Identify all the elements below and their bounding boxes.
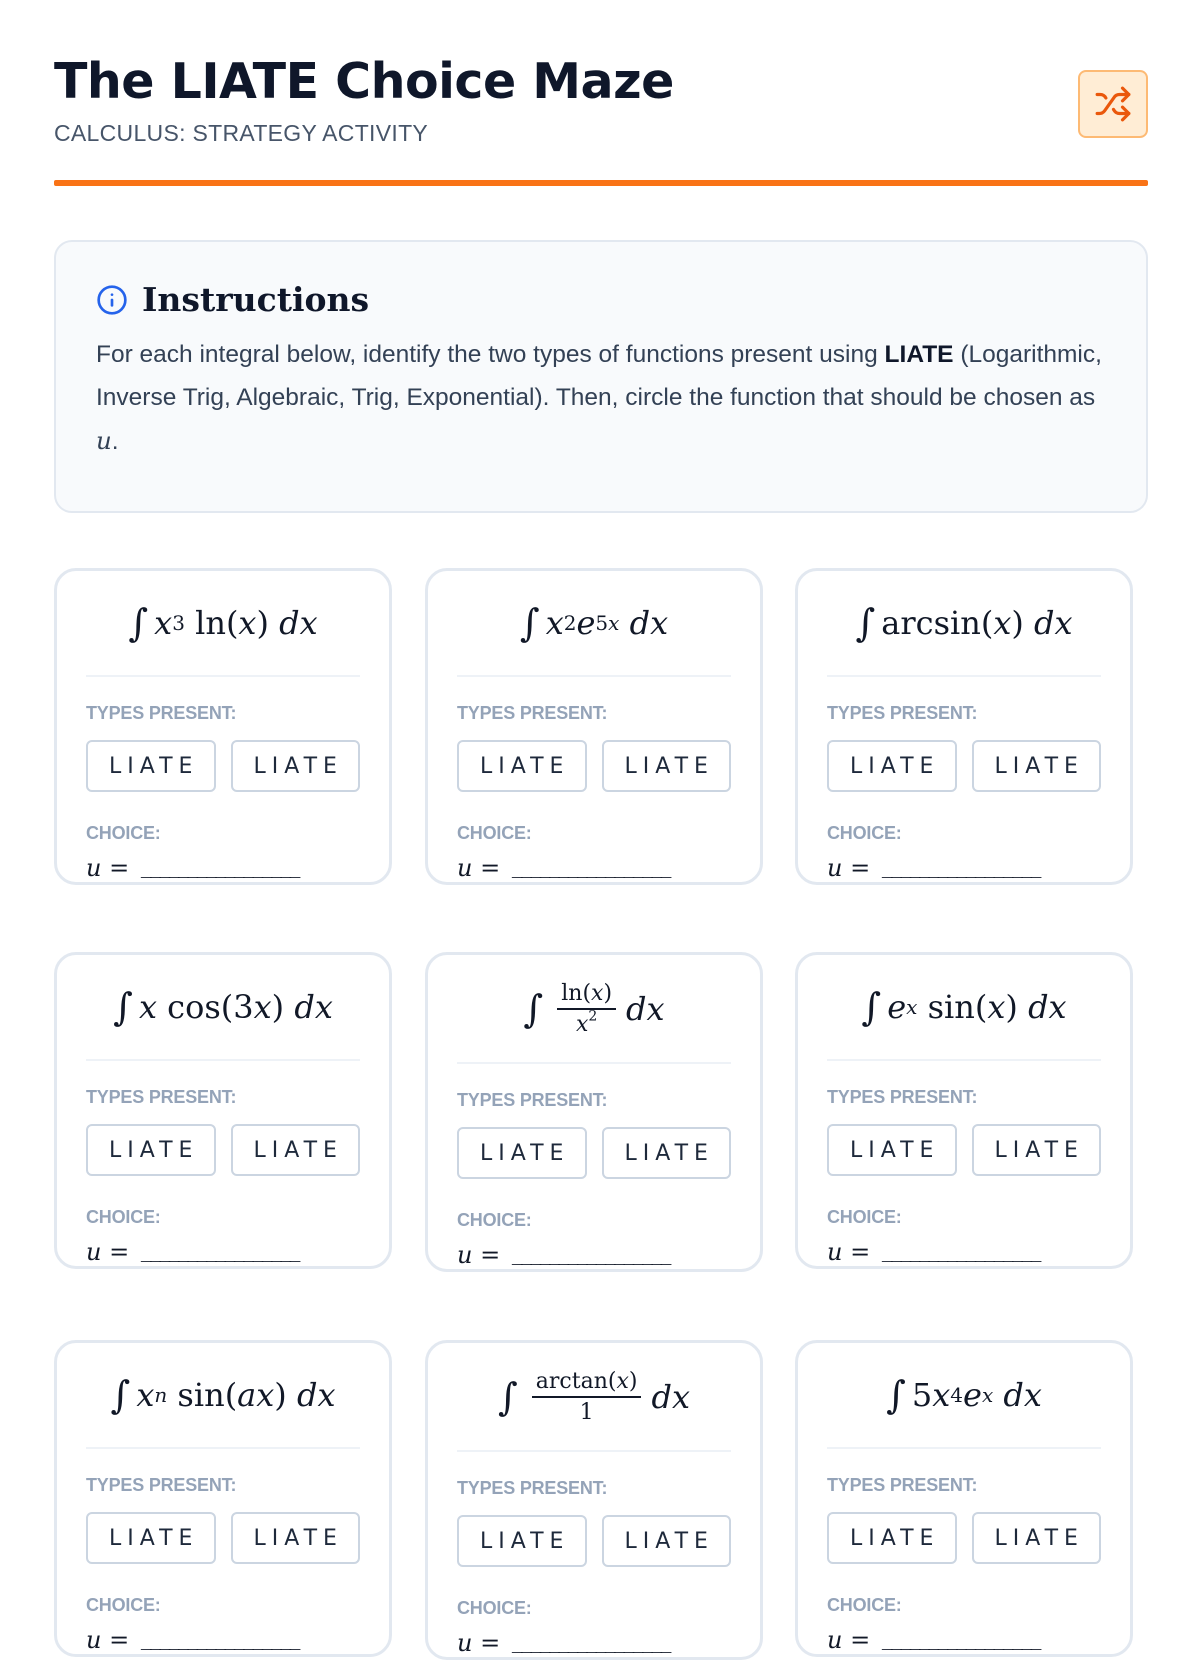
instructions-title: Instructions (142, 280, 370, 319)
u-answer-field[interactable]: u = _________________ (457, 1241, 670, 1269)
choice-label: CHOICE: (827, 823, 902, 843)
liate-option[interactable]: LIATE (972, 1124, 1102, 1176)
u-answer-field[interactable]: u = _________________ (86, 1238, 299, 1266)
types-present-label: TYPES PRESENT: (827, 703, 978, 723)
choice-label: CHOICE: (827, 1207, 902, 1227)
page-subtitle: CALCULUS: STRATEGY ACTIVITY (54, 120, 429, 146)
types-present-label: TYPES PRESENT: (457, 1090, 608, 1110)
liate-option[interactable]: LIATE (231, 740, 361, 792)
shuffle-icon (1094, 85, 1132, 123)
integral-card (795, 952, 1133, 1269)
types-present-label: TYPES PRESENT: (457, 703, 608, 723)
integral-card (795, 1340, 1133, 1657)
integral-card (425, 1340, 763, 1660)
choice-label: CHOICE: (457, 1598, 532, 1618)
liate-option[interactable]: LIATE (86, 1124, 216, 1176)
types-present-label: TYPES PRESENT: (457, 1478, 608, 1498)
types-present-label: TYPES PRESENT: (827, 1475, 978, 1495)
liate-option[interactable]: LIATE (602, 1127, 732, 1179)
integral-expression: ∫ $\frac{\arctan(x)}{1}$ dx (457, 1343, 731, 1452)
types-present-label: TYPES PRESENT: (86, 703, 237, 723)
integral-card (54, 952, 392, 1269)
liate-option[interactable]: LIATE (972, 740, 1102, 792)
integral-card (54, 1340, 392, 1657)
choice-label: CHOICE: (86, 1207, 161, 1227)
integral-card (425, 952, 763, 1272)
liate-option[interactable]: LIATE (86, 740, 216, 792)
instructions-panel (54, 240, 1148, 513)
liate-option[interactable]: LIATE (602, 1515, 732, 1567)
u-answer-field[interactable]: u = _________________ (457, 854, 670, 882)
choice-label: CHOICE: (827, 1595, 902, 1615)
liate-option[interactable]: LIATE (602, 740, 732, 792)
integral-expression: ∫ x 3 ln( x ) dx (86, 571, 360, 677)
shuffle-button[interactable] (1078, 70, 1148, 138)
liate-option[interactable]: LIATE (827, 1512, 957, 1564)
choice-label: CHOICE: (86, 823, 161, 843)
instructions-text: For each integral below, identify the two types of functions present using LIATE (Logarithmic, Inverse Trig, Algebraic, Trig, Exponential). Then, circle the function that should be chosen as u. (96, 341, 1102, 455)
liate-option[interactable]: LIATE (457, 1515, 587, 1567)
u-answer-field[interactable]: u = _________________ (827, 854, 1040, 882)
integral-expression: ∫ $\frac{\ln(x)}{x^2}$ dx (457, 955, 731, 1064)
page-title: The LIATE Choice Maze (54, 53, 674, 110)
liate-option[interactable]: LIATE (86, 1512, 216, 1564)
integral-expression: ∫ x 2 e 5x dx (457, 571, 731, 677)
integral-card (795, 568, 1133, 885)
liate-option[interactable]: LIATE (457, 1127, 587, 1179)
integral-expression: ∫ e x sin( x ) dx (827, 955, 1101, 1061)
liate-option[interactable]: LIATE (457, 740, 587, 792)
integral-card (54, 568, 392, 885)
choice-label: CHOICE: (457, 823, 532, 843)
types-present-label: TYPES PRESENT: (86, 1087, 237, 1107)
u-answer-field[interactable]: u = _________________ (457, 1629, 670, 1657)
integral-expression: ∫ 5 x 4 e x dx (827, 1343, 1101, 1449)
u-answer-field[interactable]: u = _________________ (86, 1626, 299, 1654)
integral-expression: ∫ x n sin( ax ) dx (86, 1343, 360, 1449)
liate-option[interactable]: LIATE (231, 1512, 361, 1564)
liate-option[interactable]: LIATE (231, 1124, 361, 1176)
page-header (54, 52, 1148, 147)
u-answer-field[interactable]: u = _________________ (86, 854, 299, 882)
u-answer-field[interactable]: u = _________________ (827, 1238, 1040, 1266)
u-answer-field[interactable]: u = _________________ (827, 1626, 1040, 1654)
choice-label: CHOICE: (457, 1210, 532, 1230)
types-present-label: TYPES PRESENT: (86, 1475, 237, 1495)
integral-card (425, 568, 763, 885)
integral-expression: ∫ x cos(3 x ) dx (86, 955, 360, 1061)
header-divider (54, 180, 1148, 186)
liate-option[interactable]: LIATE (972, 1512, 1102, 1564)
choice-label: CHOICE: (86, 1595, 161, 1615)
liate-option[interactable]: LIATE (827, 1124, 957, 1176)
types-present-label: TYPES PRESENT: (827, 1087, 978, 1107)
instructions-header (96, 280, 1106, 319)
info-icon (96, 284, 128, 316)
liate-option[interactable]: LIATE (827, 740, 957, 792)
integral-expression: ∫ arcsin( x ) dx (827, 571, 1101, 677)
